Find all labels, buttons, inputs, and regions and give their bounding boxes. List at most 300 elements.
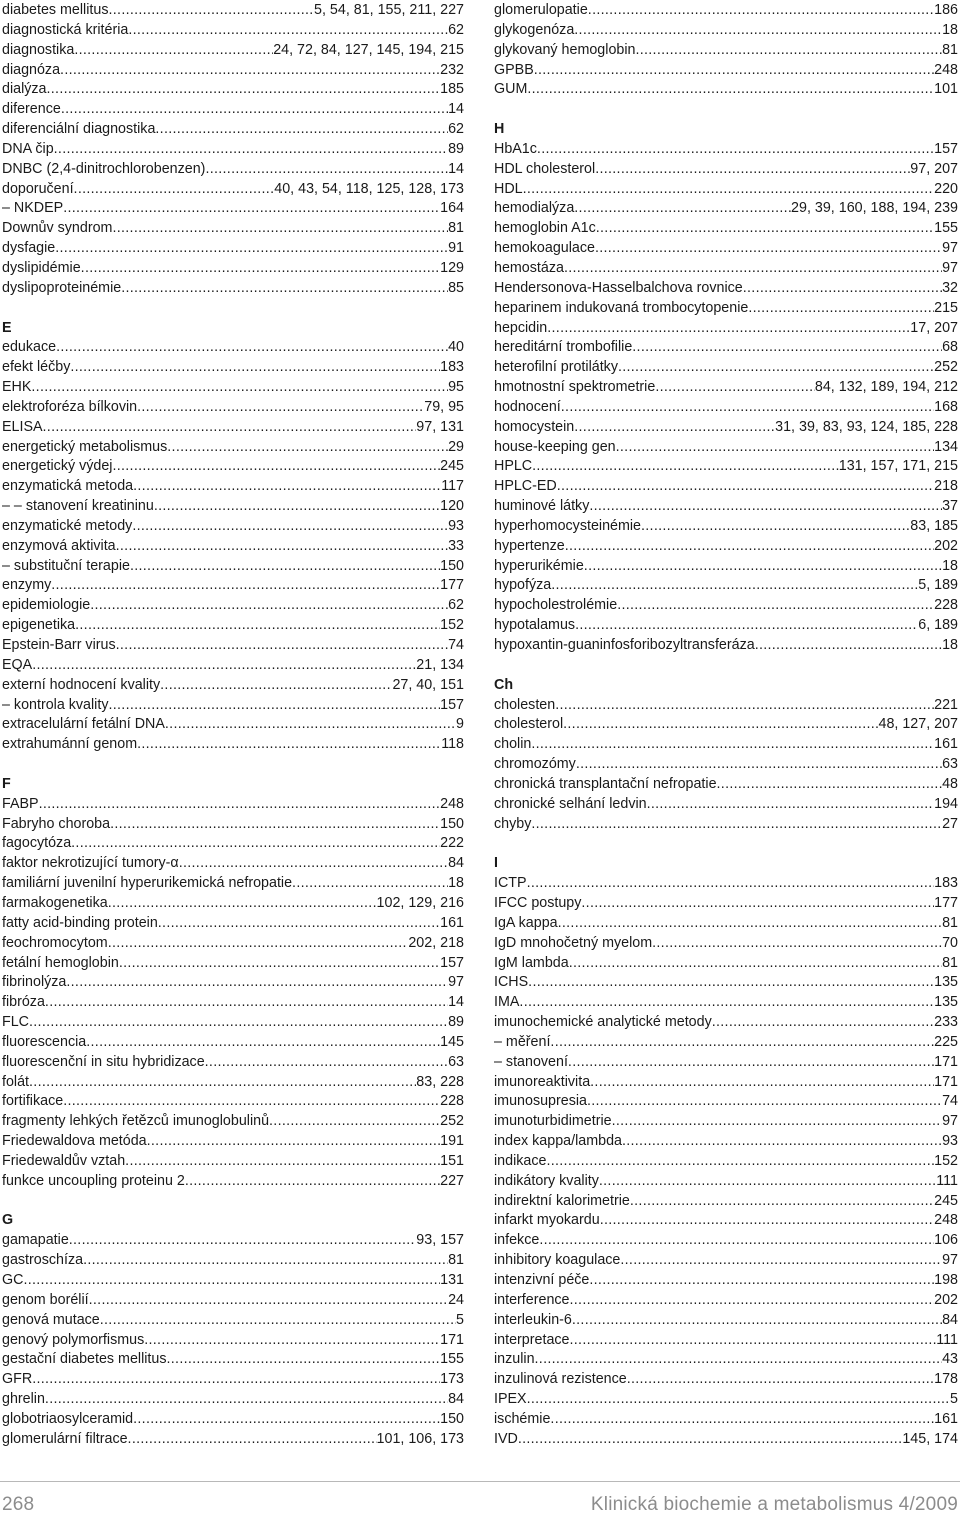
dot-leader <box>133 1410 440 1430</box>
index-page-refs: 252 <box>934 359 958 376</box>
index-term: fetální hemoglobin <box>2 954 119 971</box>
index-term: globotriaosylceramid <box>2 1410 134 1427</box>
index-term: Friedewaldova metóda <box>2 1133 147 1150</box>
index-entry <box>2 338 464 358</box>
index-page-refs: 18 <box>942 21 958 38</box>
dot-leader <box>627 1370 934 1390</box>
index-page-refs: 93 <box>942 1133 958 1150</box>
index-page-refs: 183 <box>934 875 958 892</box>
index-term: imunosupresia <box>494 1093 587 1110</box>
index-term: feochromocytom <box>2 934 108 951</box>
index-page-refs: 29, 39, 160, 188, 194, 239 <box>791 200 958 217</box>
index-term: enzymová aktivita <box>2 537 116 554</box>
dot-leader <box>63 1092 440 1112</box>
index-term: gamapatie <box>2 1232 69 1249</box>
dot-leader <box>655 378 815 398</box>
index-entry <box>2 795 464 815</box>
dot-leader <box>570 1331 937 1351</box>
index-page-refs: 95 <box>448 379 464 396</box>
index-term: glomerulární filtrace <box>2 1430 128 1447</box>
index-entry <box>2 973 464 993</box>
index-entry <box>2 1311 464 1331</box>
index-page-refs: 198 <box>934 1272 958 1288</box>
index-entry <box>494 1350 958 1370</box>
dot-leader <box>29 1073 416 1093</box>
index-page-refs: 97 <box>448 974 464 991</box>
index-entry <box>2 616 464 636</box>
dot-leader <box>572 1311 942 1331</box>
index-entry <box>494 1013 958 1033</box>
index-term: EQA <box>2 656 33 673</box>
dot-leader <box>75 616 440 636</box>
index-term: GC <box>2 1272 24 1288</box>
index-entry <box>494 973 958 993</box>
index-entry <box>2 1251 464 1271</box>
index-entry <box>494 636 958 656</box>
dot-leader <box>558 914 942 934</box>
dot-leader <box>596 219 934 239</box>
index-entry <box>494 1390 958 1410</box>
index-entry <box>2 1331 464 1351</box>
index-entry <box>494 61 958 81</box>
dot-leader <box>551 576 918 596</box>
index-page-refs: 24 <box>448 1291 464 1308</box>
index-term: hypotalamus <box>494 617 576 634</box>
index-term: fortifikace <box>2 1093 64 1110</box>
index-term: ghrelin <box>2 1391 45 1408</box>
index-page-refs: 101 <box>934 81 958 98</box>
index-page-refs: 81 <box>448 1252 464 1269</box>
index-page-refs: 161 <box>934 736 958 753</box>
index-term: enzymatická metoda <box>2 478 134 495</box>
index-page-refs: 157 <box>934 140 958 157</box>
index-page-refs: 245 <box>440 458 464 475</box>
index-entry <box>2 914 464 934</box>
dot-leader <box>83 1251 448 1271</box>
index-term: funkce uncoupling proteinu 2 <box>2 1172 185 1189</box>
index-page-refs: 222 <box>440 835 464 852</box>
index-term: glykovaný hemoglobin <box>494 41 636 58</box>
dot-leader <box>116 537 448 557</box>
index-term: ischémie <box>494 1410 551 1427</box>
index-page-refs: 164 <box>440 200 464 217</box>
dot-leader <box>121 279 448 299</box>
dot-leader <box>55 239 448 259</box>
index-term: gastroschíza <box>2 1252 84 1269</box>
index-page-refs: 81 <box>448 220 464 237</box>
index-page-refs: 135 <box>934 994 958 1011</box>
dot-leader <box>130 557 440 577</box>
index-entry <box>494 993 958 1013</box>
index-term: cholesterol <box>494 716 564 733</box>
dot-leader <box>534 61 934 81</box>
index-page-refs: 155 <box>440 1351 464 1368</box>
index-page-refs: 215 <box>934 299 958 316</box>
index-entry <box>494 1211 958 1231</box>
index-entry <box>2 834 464 854</box>
index-entry <box>2 656 464 676</box>
index-letter-heading: Ch <box>494 676 514 693</box>
index-entry <box>494 1410 958 1430</box>
dot-leader <box>154 497 440 517</box>
dot-leader <box>89 1291 448 1311</box>
dot-leader <box>622 1132 942 1152</box>
index-page-refs: 97, 131 <box>416 418 464 435</box>
dot-leader <box>137 398 424 418</box>
index-page-refs: 173 <box>440 1371 464 1388</box>
dot-leader <box>63 199 440 219</box>
index-page-refs: 40, 43, 54, 118, 125, 128, 173 <box>274 180 464 197</box>
index-page-refs: 81 <box>942 954 958 971</box>
dot-leader <box>205 160 448 180</box>
dot-leader <box>45 993 448 1013</box>
index-entry <box>2 1231 464 1251</box>
footer-rule <box>0 1481 960 1482</box>
index-entry <box>494 438 958 458</box>
dot-leader <box>535 1350 943 1370</box>
index-page-refs: 97, 207 <box>910 160 958 177</box>
dot-leader <box>574 418 775 438</box>
dot-leader <box>43 418 417 438</box>
index-page-refs: 32 <box>942 279 958 296</box>
index-page-refs: 168 <box>934 398 958 415</box>
index-term: farmakogenetika <box>2 894 108 911</box>
dot-leader <box>550 1033 934 1053</box>
index-entry <box>494 41 958 61</box>
dot-leader <box>589 1271 934 1291</box>
dot-leader <box>568 1053 934 1073</box>
index-term: ICTP <box>494 875 527 892</box>
index-entry <box>494 199 958 219</box>
dot-leader <box>66 973 448 993</box>
dot-leader <box>205 1053 448 1073</box>
index-page-refs: 89 <box>448 140 464 157</box>
index-term: – substituční terapie <box>2 557 130 574</box>
index-entry <box>2 180 464 200</box>
dot-leader <box>61 100 448 120</box>
index-term: hypocholestrolémie <box>494 597 618 614</box>
index-page-refs: 81 <box>942 914 958 931</box>
index-term: interpretace <box>494 1331 570 1348</box>
index-term: infekce <box>494 1232 540 1249</box>
index-term: hyperhomocysteinémie <box>494 517 642 534</box>
dot-leader <box>589 497 942 517</box>
index-page-refs: 232 <box>440 61 464 78</box>
index-term: GUM <box>494 81 528 98</box>
dot-leader <box>528 973 934 993</box>
index-term: hodnocení <box>494 398 561 415</box>
index-term: HDL <box>494 180 523 197</box>
index-page-refs: 245 <box>934 1192 958 1209</box>
section-spacer <box>2 755 464 775</box>
index-page-refs: 248 <box>440 795 464 812</box>
index-term: inhibitory koagulace <box>494 1252 621 1269</box>
index-term: hemostáza <box>494 259 564 276</box>
index-term: imunoturbidimetrie <box>494 1113 612 1130</box>
index-entry <box>2 537 464 557</box>
dot-leader <box>128 21 448 41</box>
index-letter-heading: I <box>494 855 498 872</box>
index-entry <box>494 1430 958 1450</box>
index-page-refs: 83, 185 <box>910 517 958 534</box>
index-page-refs: 18 <box>942 557 958 574</box>
dot-leader <box>641 517 910 537</box>
index-entry <box>494 239 958 259</box>
index-entry <box>2 696 464 716</box>
index-entry <box>494 398 958 418</box>
index-page-refs: 228 <box>440 1093 464 1110</box>
dot-leader <box>108 934 409 954</box>
index-entry <box>2 358 464 378</box>
dot-leader <box>652 934 942 954</box>
index-term: diagnóza <box>2 61 61 78</box>
index-page-refs: 202 <box>934 537 958 554</box>
index-term: index kappa/lambda <box>494 1133 622 1150</box>
index-entry <box>494 21 958 41</box>
index-page-refs: 93, 157 <box>416 1232 464 1249</box>
dot-leader <box>595 160 910 180</box>
dot-leader <box>617 596 934 616</box>
index-entry <box>494 1311 958 1331</box>
index-page-refs: 14 <box>448 101 464 118</box>
index-entry <box>2 219 464 239</box>
section-spacer <box>2 1192 464 1212</box>
dot-leader <box>69 1231 417 1251</box>
footer-page-number: 268 <box>2 1494 35 1515</box>
index-page-refs: 161 <box>440 914 464 931</box>
index-entry <box>494 616 958 636</box>
dot-leader <box>712 1013 934 1033</box>
index-entry <box>494 775 958 795</box>
index-page-refs: 97 <box>942 240 958 257</box>
index-entry <box>2 120 464 140</box>
index-page-refs: 5, 189 <box>918 577 958 594</box>
index-page-refs: 5 <box>950 1391 958 1408</box>
index-entry <box>2 398 464 418</box>
index-term: efekt léčby <box>2 359 71 376</box>
index-entry <box>2 477 464 497</box>
index-entry <box>494 815 958 835</box>
index-term: dyslipidémie <box>2 259 81 276</box>
index-term: edukace <box>2 339 57 356</box>
index-page-refs: 220 <box>934 180 958 197</box>
dot-leader <box>561 398 934 418</box>
index-term: epigenetika <box>2 617 76 634</box>
index-page-refs: 177 <box>934 894 958 911</box>
dot-leader <box>590 1073 934 1093</box>
dot-leader <box>32 1370 440 1390</box>
index-term: dyslipoproteinémie <box>2 279 122 296</box>
index-page-refs: 152 <box>440 617 464 634</box>
index-entry <box>2 1350 464 1370</box>
index-entry <box>2 21 464 41</box>
dot-leader <box>110 815 440 835</box>
dot-leader <box>527 874 935 894</box>
index-page-refs: 31, 39, 83, 93, 124, 185, 228 <box>775 418 958 435</box>
dot-leader <box>167 438 448 458</box>
index-entry <box>2 1033 464 1053</box>
index-term: indikace <box>494 1152 547 1169</box>
index-page-refs: 111 <box>936 1331 958 1348</box>
index-term: HPLC-ED <box>494 478 557 495</box>
dot-leader <box>144 1331 440 1351</box>
dot-leader <box>527 80 934 100</box>
dot-leader <box>137 735 441 755</box>
index-page-refs: 131 <box>440 1272 464 1288</box>
index-term: IPEX <box>494 1391 527 1408</box>
index-page-refs: 131, 157, 171, 215 <box>838 458 958 475</box>
index-entry <box>494 319 958 339</box>
dot-leader <box>570 1291 935 1311</box>
dot-leader <box>575 616 918 636</box>
index-entry <box>2 1053 464 1073</box>
index-letter-heading: E <box>2 319 12 336</box>
dot-leader <box>155 120 448 140</box>
section-spacer <box>2 299 464 319</box>
index-entry <box>494 934 958 954</box>
index-term: – – stanovení kreatininu <box>2 498 154 515</box>
index-page-refs: 178 <box>934 1371 958 1388</box>
index-term: hypoxantin-guaninfosforibozyltransferáza <box>494 637 755 653</box>
dot-leader <box>518 1430 903 1450</box>
dot-leader <box>128 1430 377 1450</box>
index-term: familiární juvenilní hyperurikemická nefropatie <box>2 875 293 892</box>
index-page-refs: 171 <box>440 1331 464 1348</box>
dot-leader <box>565 537 934 557</box>
index-term: hemokoagulace <box>494 240 595 257</box>
index-entry <box>2 140 464 160</box>
index-term: DNA čip <box>2 140 54 157</box>
index-entry <box>2 557 464 577</box>
dot-leader <box>116 636 448 656</box>
index-term: extracelulární fetální DNA <box>2 716 165 733</box>
index-entry <box>2 199 464 219</box>
index-page-refs: 79, 95 <box>424 398 464 415</box>
index-term: chyby <box>494 815 532 832</box>
index-entry <box>494 735 958 755</box>
index-page-refs: 145, 174 <box>902 1430 958 1447</box>
index-entry <box>494 1092 958 1112</box>
index-entry <box>2 1291 464 1311</box>
dot-leader <box>550 1410 934 1430</box>
dot-leader <box>519 993 934 1013</box>
index-term: diferenciální diagnostika <box>2 121 156 138</box>
index-page-refs: 225 <box>934 1033 958 1050</box>
index-entry <box>2 1013 464 1033</box>
index-entry <box>494 1251 958 1271</box>
index-term: diference <box>2 101 61 118</box>
dot-leader <box>569 954 942 974</box>
index-page-refs: 81 <box>942 41 958 58</box>
index-term: IgD mnohočetný myelom <box>494 934 653 951</box>
index-entry <box>494 1370 958 1390</box>
dot-leader <box>133 477 441 497</box>
index-entry <box>2 1112 464 1132</box>
index-page-refs: 84, 132, 189, 194, 212 <box>814 379 958 396</box>
dot-leader <box>119 954 440 974</box>
index-term: intenzivní péče <box>494 1272 590 1288</box>
dot-leader <box>51 576 440 596</box>
index-term: homocystein <box>494 418 575 435</box>
index-page-refs: 191 <box>440 1133 464 1150</box>
dot-leader <box>599 1172 936 1192</box>
index-entry <box>494 1172 958 1192</box>
index-entry <box>494 755 958 775</box>
index-term: genová mutace <box>2 1311 100 1328</box>
index-term: genom borélií <box>2 1291 89 1308</box>
dot-leader <box>109 1 315 21</box>
dot-leader <box>70 358 440 378</box>
index-term: folát <box>2 1073 30 1090</box>
index-page-refs: 118 <box>441 736 464 753</box>
index-term: doporučení <box>2 180 74 197</box>
index-entry <box>2 1092 464 1112</box>
index-term: hypofýza <box>494 577 552 594</box>
index-entry <box>494 537 958 557</box>
index-term: hypertenze <box>494 537 565 554</box>
index-page-refs: 18 <box>448 875 464 892</box>
index-entry <box>2 378 464 398</box>
dot-leader <box>32 656 416 676</box>
dot-leader <box>292 874 448 894</box>
dot-leader <box>523 180 935 200</box>
index-entry <box>2 418 464 438</box>
dot-leader <box>616 438 935 458</box>
index-term: IgM lambda <box>494 954 569 971</box>
index-term: chromozómy <box>494 756 576 773</box>
dot-leader <box>743 279 942 299</box>
index-page-refs: 252 <box>440 1113 464 1130</box>
index-page-refs: 62 <box>448 121 464 138</box>
index-entry <box>2 1370 464 1390</box>
index-term: epidemiologie <box>2 597 91 614</box>
index-letter-heading: G <box>2 1212 14 1229</box>
index-term: DNBC (2,4-dinitrochlorobenzen) <box>2 160 206 177</box>
index-entry <box>2 636 464 656</box>
dot-leader <box>179 854 448 874</box>
index-entry <box>2 41 464 61</box>
index-entry <box>2 1390 464 1410</box>
dot-leader <box>581 894 934 914</box>
dot-leader <box>557 477 934 497</box>
dot-leader <box>537 140 934 160</box>
index-term: HDL cholesterol <box>494 160 596 177</box>
index-page-refs: 177 <box>440 577 464 594</box>
index-term: HbA1c <box>494 140 537 157</box>
dot-leader <box>539 1231 934 1251</box>
index-entry <box>494 1073 958 1093</box>
index-entry <box>494 1271 958 1291</box>
dot-leader <box>23 1271 440 1291</box>
index-term: extrahumánní genom <box>2 736 138 753</box>
dot-leader <box>100 1311 456 1331</box>
index-page-refs: 48 <box>942 775 958 792</box>
index-page-refs: 150 <box>440 1410 464 1427</box>
dot-leader <box>108 894 377 914</box>
index-page-refs: 129 <box>440 259 464 276</box>
index-page-refs: 228 <box>934 597 958 614</box>
dot-leader <box>587 1092 942 1112</box>
index-page-refs: 152 <box>934 1152 958 1169</box>
index-term: imunoreaktivita <box>494 1073 591 1090</box>
index-term: enzymatické metody <box>2 517 133 534</box>
index-page-refs: 171 <box>934 1053 958 1070</box>
index-entry <box>494 140 958 160</box>
index-entry <box>2 80 464 100</box>
index-page-refs: 151 <box>440 1152 464 1169</box>
dot-leader <box>576 755 942 775</box>
dot-leader <box>527 1390 950 1410</box>
